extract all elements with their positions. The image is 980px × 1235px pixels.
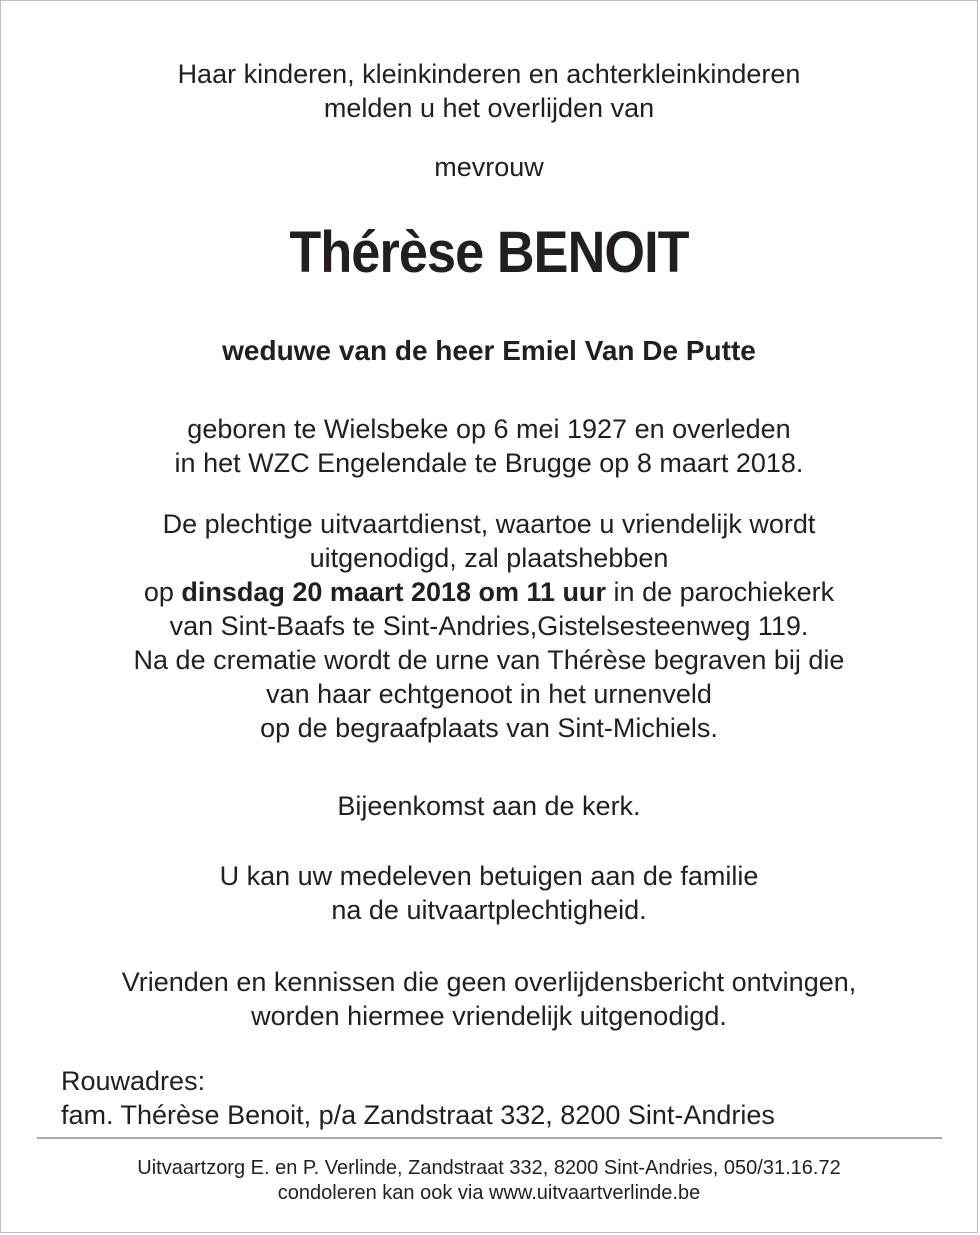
service-line-4: van Sint-Baafs te Sint-Andries,Gistelsesteenweg 119. (169, 611, 809, 641)
condolence-line-1: U kan uw medeleven betuigen aan de familie (219, 861, 759, 891)
footer-divider (37, 1137, 942, 1139)
mourning-address-label: Rouwadres: (61, 1066, 206, 1096)
condolence-text (1, 859, 977, 927)
service-text (1, 507, 977, 745)
service-line-3 (1, 575, 977, 609)
birth-death-line-2: in het WZC Engelendale te Brugge op 8 maart 2018. (174, 448, 804, 478)
mourning-address (61, 1064, 775, 1132)
funeral-home-footer (1, 1156, 977, 1206)
birth-death-line-1: geboren te Wielsbeke op 6 mei 1927 en overleden (187, 414, 791, 444)
service-date-time: dinsdag 20 maart 2018 om 11 uur (181, 577, 607, 607)
title-prefix: mevrouw (434, 152, 544, 182)
mourning-address-value: fam. Thérèse Benoit, p/a Zandstraat 332, 8200 Sint-Andries (61, 1100, 775, 1130)
service-line-5: Na de crematie wordt de urne van Thérèse begraven bij die (133, 645, 845, 675)
intro-line-1: Haar kinderen, kleinkinderen en achterkleinkinderen (177, 59, 801, 89)
deceased-name: Thérèse BENOIT (289, 220, 689, 285)
footer-line-1: Uitvaartzorg E. en P. Verlinde, Zandstraat 332, 8200 Sint-Andries, 050/31.16.72 (137, 1157, 841, 1179)
service-line-2: uitgenodigd, zal plaatshebben (309, 543, 669, 573)
footer-line-2: condoleren kan ook via www.uitvaartverlinde.be (277, 1182, 701, 1204)
friends-line-1: Vrienden en kennissen die geen overlijdensbericht ontvingen, (121, 967, 857, 997)
birth-death-text (1, 412, 977, 480)
service-line-6: van haar echtgenoot in het urnenveld (266, 679, 712, 709)
friends-line-2: worden hiermee vriendelijk uitgenodigd. (251, 1001, 727, 1031)
intro-line-2: melden u het overlijden van (323, 93, 655, 123)
widow-line: weduwe van de heer Emiel Van De Putte (222, 335, 756, 366)
friends-text (1, 965, 977, 1033)
service-line-3-post: in de parochiekerk (606, 577, 835, 607)
condolence-line-2: na de uitvaartplechtigheid. (331, 895, 647, 925)
intro-text (1, 57, 977, 125)
service-line-3-pre: op (143, 577, 182, 607)
service-line-1: De plechtige uitvaartdienst, waartoe u vriendelijk wordt (162, 509, 816, 539)
gathering-text: Bijeenkomst aan de kerk. (337, 791, 641, 821)
service-line-7: op de begraafplaats van Sint-Michiels. (260, 713, 718, 743)
